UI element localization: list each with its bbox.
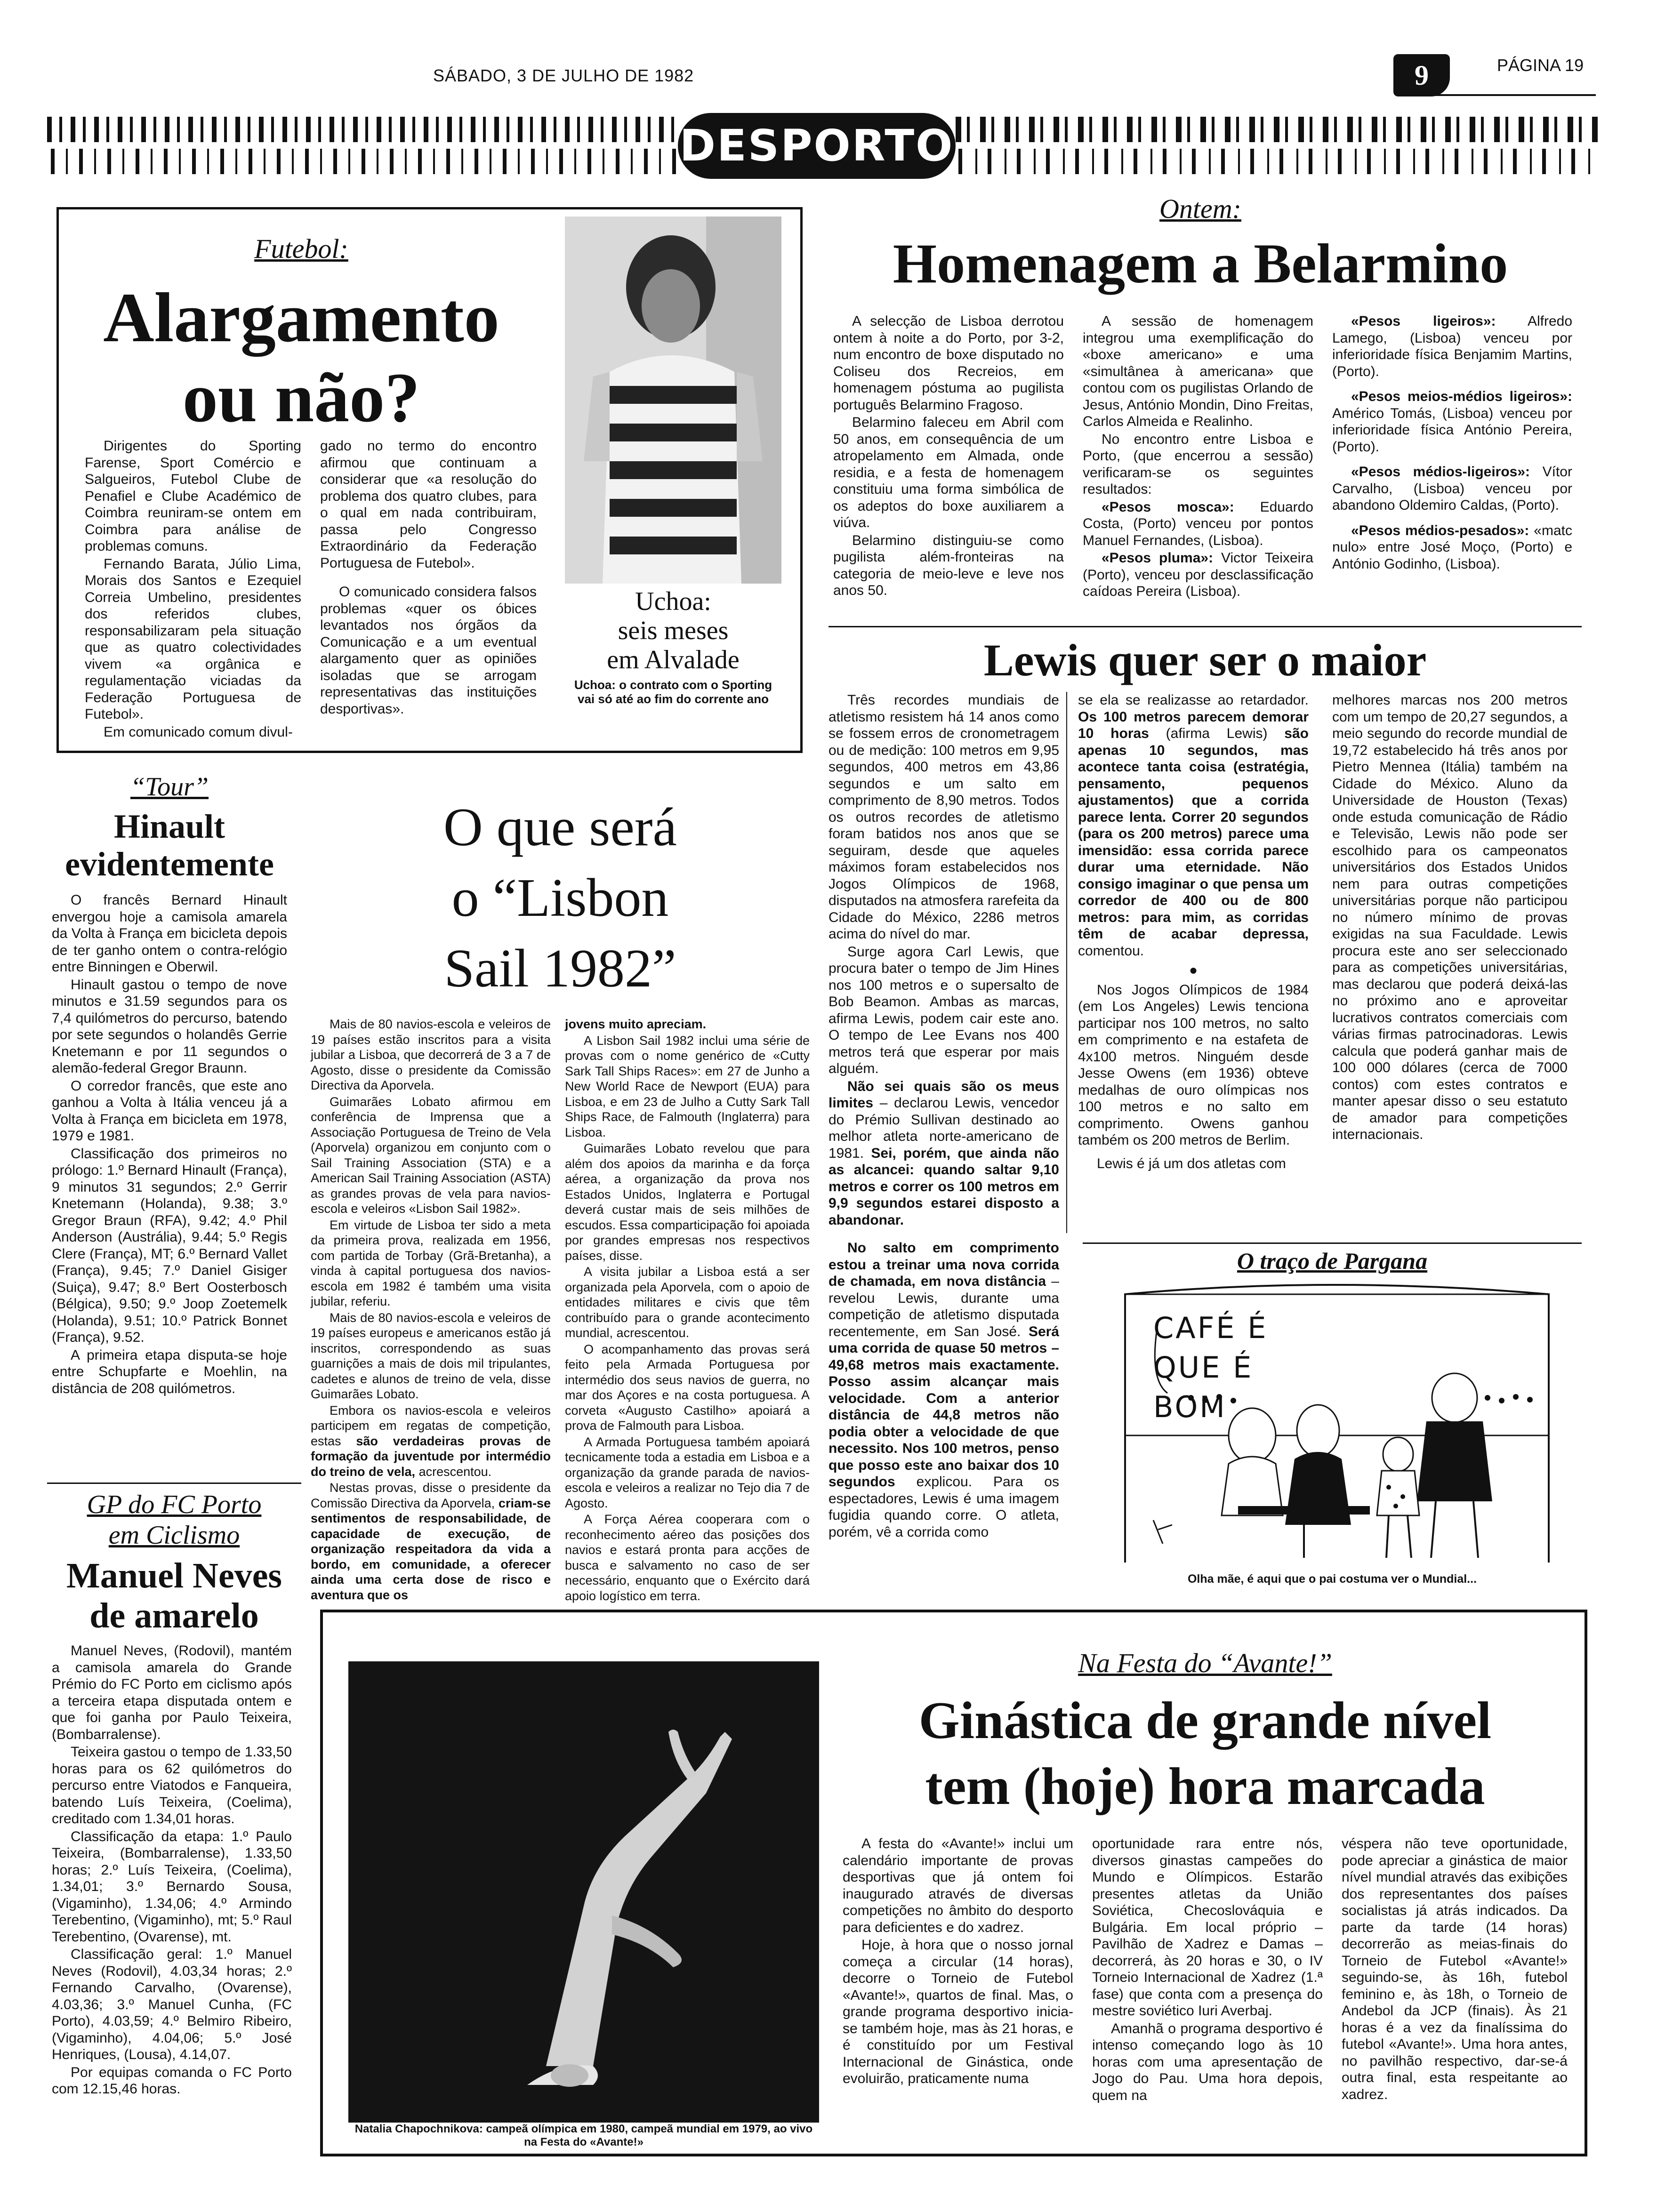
belarmino-result-3 [1332, 313, 1572, 380]
avante-p2: Hoje, à hora que o nosso jornal começa a circular (14 horas), decorre o Torneio de Futebol «Avante!», quartos de final. Mas, o grande programa desportivo inicia-se também hoje, mas às 21 horas, e é constituído por um Festival Internacional de Ginástica, onde evoluirão, praticamente numa [843, 1937, 1073, 2086]
avante-headline-1: Ginástica de grande nível [918, 1691, 1492, 1750]
page-number-badge [1393, 54, 1450, 96]
section-title: DESPORTO [679, 120, 954, 171]
futebol-p4: gado no termo do encontro afirmou que continuam a considerar que «a resolução do problema dos quatro clubes, para o qual em nada contribuiram, passa pelo Congresso Extraordinário da Federação Portuguesa de Futebol». [320, 438, 537, 571]
lewis-p5 [1078, 692, 1309, 959]
cartoon-sign: CAFÉ É QUE É BOM [1153, 1311, 1268, 1424]
lewis-p4-bold: No salto em comprimento estou a treinar uma nova corrida de chamada, em nova distância [828, 1240, 1059, 1289]
gp-headline-2: de amarelo [89, 1596, 259, 1635]
gp-p2: Teixeira gastou o tempo de 1.33,50 horas para os 62 quilómetros do percurso entre Viatodos e Fanqueira, batendo Luís Teixeira, (Coelima), creditado com 1.34,01 horas. [52, 1744, 292, 1827]
belarmino-result-6-label: «Pesos médios-pesados»: [1351, 522, 1529, 538]
masthead-rule [1408, 94, 1596, 96]
sail-col1 [311, 1017, 551, 1603]
avante-p4: Amanhã o programa desportivo é intenso começando logo às 10 horas com uma apresentação de Jogo do Pau. Uma hora depois, quem na [1092, 2020, 1323, 2103]
lewis-p5-bold-2: são apenas 10 segundos, mas acontece tanta coisa (estratégia, pensamento, pequenos ajustamentos) que a corrida parece lenta. Correr 20 segundos (para os 200 metros) parece uma imensidão: essa corrida parece durar uma eternidade. Não consigo imaginar o que pensa um corredor de 400 ou de 800 metros: para mim, as corridas têm de acabar depressa, [1078, 726, 1309, 942]
sail-p11: O acompanhamento das provas será feito pela Armada Portuguesa por intermédio dos seus navios de guerra, no mar dos Açores e na costa portuguesa. A corveta «Augusto Castilho» apoiará a prova de Falmouth para Lisboa. [565, 1342, 810, 1433]
belarmino-result-5 [1332, 464, 1572, 514]
avante-col3 [1342, 1835, 1568, 2104]
tour-p2: Hinault gastou o tempo de nove minutos e 31.59 segundos para os 7,4 quilómetros do percurso, batendo por sete segundos o holandês Gerrie Knetemann e por 11 segundos o alemão-federal Gregor Braunn. [52, 977, 287, 1076]
tour-gp-rule [47, 1483, 301, 1484]
lewis-p4 [828, 1240, 1059, 1540]
lewis-col2 [1078, 692, 1309, 1173]
lewis-p7: Lewis é já um dos atletas com [1097, 1155, 1286, 1171]
belarmino-headline: Homenagem a Belarmino [893, 232, 1508, 295]
uchoa-caption: Uchoa: o contrato com o Sporting vai só até ao fim do corrente ano [574, 678, 772, 706]
sail-p2: Guimarães Lobato afirmou em conferência de Imprensa que a Associação Portuguesa de Treino de Vela (Aporvela) organizou em conjunto com o Sail Training Association (STA) e a American Sail Training Association (ASTA) as grandes provas de vela para navios-escola e veleiros «Lisbon Sail 1982». [311, 1094, 551, 1216]
sail-p9: Guimarães Lobato revelou que para além dos apoios da marinha e da força aérea, a organização da prova nos Estados Unidos, Inglaterra e Portugal deverá custar mais de seis milhões de escudos. Essa comparticipação foi apoiada por grandes empresas nos respectivos países, disse. [565, 1141, 810, 1263]
sail-p7-bold: jovens muito apreciam. [565, 1017, 707, 1031]
sail-headline-3: Sail 1982” [444, 938, 676, 999]
lewis-p3 [828, 1078, 1059, 1229]
lewis-p4-bold-2: Será uma corrida de quase 50 metros – 49,68 metros mais exactamente. Posso assim alcançar mais velocidade. Com a anterior distância de 44,8 metros não podia obter a velocidade de que necessito. Nos 100 metros, penso que posso este ano baixar dos 10 segundos [828, 1323, 1059, 1490]
futebol-headline-1: Alargamento [103, 279, 499, 357]
lewis-p2: Surge agora Carl Lewis, que procura bater o tempo de Jim Hines nos 100 metros e o supersalto de Bob Beamon. Ambas as marcas, afirma Lewis, podem cair este ano. O tempo de Lee Evans nos 400 metros terá que esperar por mais alguém. [828, 944, 1059, 1076]
belarmino-col3 [1332, 313, 1572, 573]
uchoa-title-2: seis meses [618, 616, 729, 645]
lewis-p5-text-3: comentou. [1078, 943, 1144, 959]
lewis-p5-text-2: (afirma Lewis) [1149, 726, 1285, 741]
belarmino-result-1-label: «Pesos mosca»: [1102, 499, 1234, 515]
belarmino-p2: Belarmino faleceu em Abril com 50 anos, em consequência de um atropelamento em Almada, onde residia, e a festa de homenagem constituiu uma forma simbólica de os adeptos do boxe auxiliarem a viúva. [833, 415, 1064, 530]
futebol-headline-2: ou não? [182, 359, 420, 437]
lewis-p4-text: – revelou Lewis, durante uma competição de atletismo disputada recentemente, em San José. [828, 1274, 1059, 1339]
belarmino-p3: Belarmino distinguiu-se como pugilista além-fronteiras na categoria de meio-leve e leve nos anos 50. [833, 532, 1064, 598]
futebol-p5: O comunicado considera falsos problemas «quer os óbices levantados nos órgãos da Comunicação e a um eventual alargamento quer as opiniões isoladas que se arrogam representativas das instituições desportivas». [320, 584, 537, 717]
belarmino-kicker: Ontem: [1159, 193, 1241, 224]
belarmino-p4: A sessão de homenagem integrou uma exemplificação do «boxe americano» e uma «simultânea à americana» que contou com os pugilistas Orlando de Jesus, António Mondin, Dino Freitas, Carlos Almeida e Realinho. [1083, 313, 1313, 429]
lewis-p3-text: – declarou Lewis, vencedor do Prémio Sullivan destinado ao melhor atleta norte-americano de 1981. [828, 1095, 1059, 1161]
belarmino-result-1-text: Eduardo Costa, (Porto) venceu por pontos Manuel Fernandes, (Lisboa). [1083, 499, 1313, 548]
uchoa-title-3: em Alvalade [607, 645, 740, 674]
belarmino-result-3-label: «Pesos ligeiros»: [1351, 313, 1496, 329]
tour-headline-2: evidentemente [65, 845, 274, 883]
tour-body [52, 892, 287, 1398]
lewis-col3 [1332, 692, 1568, 1144]
lewis-p8: melhores marcas nos 200 metros com um tempo de 20,27 segundos, a meio segundo do recorde mundial de 19,72 estabelecido há três anos por Pietro Mennea (Itália) também na Cidade do México. Aluno da Universidade de Houston (Texas) onde estuda comunicação de Rádio e Televisão, Lewis não pode ser escolhido para os campeonatos universitários dos Estados Unidos nem para outras competições universitárias porque não participou no número mínimo de provas exigidas na sua Faculdade. Lewis procura este ano ser seleccionado para as competições universitárias, mas declarou que poderá deixá-las no próximo ano e aproveitar lucrativos contratos comerciais com várias firmas patrocinadoras. Lewis calcula que poderá ganhar mais de 100 000 dólares (cerca de 7000 contos) com estes contratos e manter apesar disso o seu estatuto de amador para competições internacionais. [1332, 692, 1568, 1142]
belarmino-result-4 [1332, 388, 1572, 455]
sail-p13: A Força Aérea cooperara com o reconhecimento aéreo das posições dos navios e estará pronta para acções de busca e salvamento no caso de ser necessário, enquanto que o Exército dará apoio logístico em terra. [565, 1512, 810, 1603]
avante-p3: oportunidade rara entre nós, diversos ginastas campeões do Mundo e Olímpicos. Estarão presentes atletas da União Soviética, Checoslováquia e Bulgária. Em local próprio – Pavilhão de Xadrez e Damas – decorrerá, às 20 horas e 30, o IV Torneio Internacional de Xadrez (1.ª fase) que conta com a presença do mestre soviético Iuri Averbaj. [1092, 1836, 1323, 2019]
tour-p5: A primeira etapa disputa-se hoje entre Schupfarte e Moehlin, na distância de 208 quilómetros. [52, 1347, 287, 1396]
lewis-col-divider [1066, 692, 1067, 1233]
sail-p6-bold: criam-se sentimentos de responsabilidade, de capacidade de execução, de organização respeitadora da vida a bordo, em comunidade, a oferecer ainda uma certa dose de risco e aventura que os [311, 1496, 551, 1602]
tour-headline-1: Hinault [113, 808, 225, 845]
pargana-cartoon [1097, 1280, 1572, 1563]
lewis-p5-bold: Os 100 metros parecem demorar 10 horas [1078, 709, 1309, 741]
pargana-title: O traço de Pargana [1237, 1248, 1428, 1274]
belarmino-result-1 [1083, 499, 1313, 549]
belarmino-result-6-text: «matc nulo» entre José Moço, (Porto) e António Godinho, (Lisboa). [1332, 522, 1572, 572]
lewis-p3-bold: Não sei quais são os meus limites [828, 1078, 1059, 1111]
futebol-kicker: Futebol: [254, 233, 348, 264]
section-stripe-right [956, 113, 1601, 179]
page-badge-number: 9 [1415, 60, 1429, 91]
sail-p6-text: Nestas provas, disse o presidente da Comissão Directiva da Aporvela, [311, 1481, 551, 1510]
tour-p3: O corredor francês, que este ano ganhou a Volta à Itália venceu já a Volta à França em bicicleta em 1978, 1979 e 1981. [52, 1078, 287, 1144]
belarmino-col2 [1083, 313, 1313, 601]
avante-photo [348, 1661, 819, 2123]
tour-kicker: “Tour” [130, 772, 209, 801]
lewis-headline: Lewis quer ser o maior [983, 635, 1427, 685]
belarmino-result-4-text: Américo Tomás, (Lisboa) venceu por inferioridade física António Pereira, (Porto). [1332, 405, 1572, 455]
belarmino-result-2 [1083, 550, 1313, 600]
sail-p4: Mais de 80 navios-escola e veleiros de 19 países europeus e americanos estão já inscritos, correspondendo as suas guarnições a mais de dois mil tripulantes, cadetes e alunos de treino de vela, disse Guimarães Lobato. [311, 1310, 551, 1401]
section-banner [678, 113, 956, 179]
sail-p10: A visita jubilar a Lisboa está a ser organizada pela Aporvela, com o apoio de entidades militares e civis que têm contribuído para o grande acontecimento mundial, acrescentou. [565, 1265, 810, 1340]
lewis-p1: Três recordes mundiais de atletismo resistem há 14 anos como se fossem erros de cronometragem ou de medição: 100 metros em 9,95 segundos, 400 metros em 43,86 segundos e um salto em comprimento de 8,90 metros. Todos os outros recordes de atletismo foram batidos nos anos que se seguiram, desde que aqueles máximos foram estabelecidos nos Jogos Olímpicos de 1968, disputados na atmosfera rarefeita da Cidade do México, 2286 metros acima do nível do mar. [828, 692, 1059, 942]
gp-p3: Classificação da etapa: 1.º Paulo Teixeira, (Bombarralense), 1.33,50 horas; 2.º Luís Teixeira, (Coelima), 1.34,01; 3.º Bernardo Sousa, (Vigaminho), 1.34,06; 4.º Armindo Terebentino, (Vigaminho), mt; 5.º Raul Terebentino, (Ovarense), mt. [52, 1828, 292, 1945]
gp-p4: Classificação geral: 1.º Manuel Neves (Rodovil), 4.03,34 horas; 2.º Fernando Carvalho, (Ovarense), 4.03,36; 3.º Manuel Cunha, (FC Porto), 4.03,59; 4.º Belmiro Ribeiro, (Vigaminho), 4.04,06; 5.º José Henriques, (Lousa), 4.14,07. [52, 1947, 292, 2062]
sail-headline-1: O que será [443, 797, 677, 858]
avante-col1 [843, 1835, 1073, 2088]
uchoa-title-1: Uchoa: [635, 587, 711, 616]
belarmino-p5: No encontro entre Lisboa e Porto, (que encerrou a sessão) verificaram-se os seguintes resultados: [1083, 431, 1313, 497]
belarmino-result-5-label: «Pesos médios-ligeiros»: [1351, 464, 1530, 480]
belarmino-result-2-text: Victor Teixeira (Porto), venceu por desclassificação caídoas Pereira (Lisboa). [1083, 550, 1313, 599]
tour-p1: O francês Bernard Hinault envergou hoje a camisola amarela da Volta à França em bicicleta depois de ter ganho ontem o contra-relógio entre Binningen e Oberwil. [52, 892, 287, 975]
gp-p5: Por equipas comanda o FC Porto com 12.15,46 horas. [52, 2064, 292, 2097]
futebol-col2 [320, 438, 537, 718]
futebol-p2: Fernando Barata, Júlio Lima, Morais dos Santos e Ezequiel Correia Umbelino, presidentes dos referidos clubes, responsabilizaram pela situação que as quatro colectividades vivem «a orgânica e regulamentação viciadas da Federação Portuguesa de Futebol». [85, 556, 301, 722]
avante-col2 [1092, 1835, 1323, 2105]
uchoa-photo [565, 216, 781, 584]
belarmino-result-4-label: «Pesos meios-médios ligeiros»: [1351, 389, 1572, 404]
sail-col2 [565, 1017, 810, 1604]
gp-p1: Manuel Neves, (Rodovil), mantém a camisola amarela do Grande Prémio do FC Porto em ciclismo após a terceira etapa disputada ontem e que foi ganha por Paulo Teixeira, (Bombarralense). [52, 1643, 292, 1742]
section-stripe-left [47, 113, 678, 179]
futebol-p1: Dirigentes do Sporting Farense, Sport Comércio e Salgueiros, Futebol Clube de Penafiel e Clube Académico de Coimbra reuniram-se ontem em Coimbra para análise de problemas comuns. [85, 438, 301, 554]
sail-p6 [311, 1480, 551, 1603]
tour-p4: Classificação dos primeiros no prólogo: 1.º Bernard Hinault (França), 9 minutos 31 segundos; 2.º Gerrir Knetemann (Holanda), 9.38; 3.º Gregor Braun (RFA), 9.42; 4.º Phil Anderson (Austrália), 9.44; 5.º Regis Clere (França), MT; 6.º Bernard Vallet (França), 9.45; 7.º Daniel Gisiger (Suiça), 9.47; 8.º Bert Oosterbosch (Bélgica), 9.50; 9.º Joop Zoetemelk (Holanda), 9.51; 10.º Patrick Bonnet (França), 9.52. [52, 1146, 287, 1345]
sail-p5-text: Embora os navios-escola e veleiros participem em regatas de competição, estas [311, 1403, 551, 1448]
belarmino-result-2-label: «Pesos pluma»: [1102, 550, 1214, 566]
futebol-p3: Em comunicado comum divul- [104, 724, 293, 740]
pargana-caption: Olha mãe, é aqui que o pai costuma ver o Mundial... [1187, 1572, 1477, 1586]
avante-photo-caption: Natalia Chapochnikova: campeã olímpica em 1980, campeã mundial em 1979, ao vivo na Festa do «Avante!» [354, 2123, 813, 2148]
gp-kicker-2: em Ciclismo [108, 1521, 240, 1550]
sail-p8: A Lisbon Sail 1982 inclui uma série de provas com o nome genérico de «Cutty Sark Tall Ships Races»: em 27 de Junho a New World Race de Newport (EUA) para Lisboa, e em 23 de Julho a Cutty Sark Tall Ships Race, de Falmouth (Inglaterra) para Lisboa. [565, 1033, 810, 1139]
avante-kicker: Na Festa do “Avante!” [1078, 1648, 1332, 1678]
belarmino-col1 [833, 313, 1064, 600]
sail-p5 [311, 1403, 551, 1480]
page-date: SÁBADO, 3 DE JULHO DE 1982 [433, 66, 694, 85]
avante-headline-2: tem (hoje) hora marcada [925, 1757, 1485, 1816]
page-label: PÁGINA 19 [1497, 56, 1584, 75]
lewis-p3-bold-2: Sei, porém, que ainda não as alcancei: quando saltar 9,10 metros e correr os 100 metros em 9,9 segundos estarei disposto a abandonar. [828, 1145, 1059, 1228]
lewis-p6: Nos Jogos Olímpicos de 1984 (em Los Angeles) Lewis tenciona participar nos 100 metros, no salto em comprimento e na estafeta de 4x100 metros. Ninguém desde Jesse Owens (em 1936) obteve medalhas de ouro olímpicas nos 100 metros e no salto em comprimento. Owens ganhou também os 200 metros de Berlim. [1078, 982, 1309, 1148]
sail-p5-bold: são verdadeiras provas de formação da juventude por intermédio do treino de vela, [311, 1434, 551, 1479]
lewis-p5-text: se ela se realizasse ao retardador. [1078, 692, 1309, 708]
sail-p1: Mais de 80 navios-escola e veleiros de 19 países estão inscritos para a visita jubilar a Lisboa, que decorrerá de 3 a 7 de Agosto, disse o presidente da Comissão Directiva da Aporvela. [311, 1017, 551, 1092]
gp-kicker-1: GP do FC Porto [87, 1490, 262, 1519]
belarmino-result-6 [1332, 522, 1572, 573]
sail-p7 [565, 1017, 810, 1032]
sail-p5-text-2: acrescentou. [415, 1464, 492, 1479]
sail-p3: Em virtude de Lisboa ter sido a meta da primeira prova, realizada em 1956, com partida de Torbay (Grã-Bretanha), a vinda à capital portuguesa dos navios-escola em 1982 é também uma visita jubilar, referiu. [311, 1218, 551, 1308]
pargana-top-rule [1083, 1242, 1582, 1244]
gp-headline-1: Manuel Neves [66, 1556, 282, 1595]
belarmino-p1: A selecção de Lisboa derrotou ontem à noite a do Porto, por 3-2, num encontro de boxe disputado no Coliseu dos Recreios, em homenagem póstuma ao pugilista português Belarmino Fragoso. [833, 313, 1064, 413]
gymnast-image [348, 1661, 819, 2123]
sail-headline-2: o “Lisbon [451, 868, 669, 928]
belarmino-result-5-text: Vítor Carvalho, (Lisboa) venceu por abandono Oldemiro Caldas, (Porto). [1332, 464, 1572, 513]
belarmino-bottom-rule [828, 626, 1582, 627]
futebol-col1 [85, 438, 301, 741]
lewis-col1 [828, 692, 1059, 1541]
sail-p12: A Armada Portuguesa também apoiará tecnicamente toda a estadia em Lisboa e a organização da grande parada de navios-escola e veleiros a realizar no Tejo dia 7 de Agosto. [565, 1435, 810, 1510]
lewis-bullet: ● [1189, 962, 1198, 978]
avante-p1: A festa do «Avante!» inclui um calendário importante de provas desportivas que já ontem foi inaugurado através de diversas competições no âmbito do desporto para deficientes e do xadrez. [843, 1836, 1073, 1935]
gp-body [52, 1643, 292, 2099]
belarmino-result-3-text: Alfredo Lamego, (Lisboa) venceu por inferioridade física Benjamim Martins, (Porto). [1332, 313, 1572, 379]
avante-p5: véspera não teve oportunidade, pode apreciar a ginástica de maior nível mundial através das exibições dos representantes dos países socialistas já atrás indicados. Da parte da tarde (14 horas) decorrerão as meias-finais do Torneio de Futebol «Avante!» seguindo-se, às 16h, futebol feminino e, às 18h, o Torneio de Andebol da JCP (finais). Às 21 horas é a vez da finalíssima do futebol «Avante!». Uma hora antes, no pavilhão respectivo, dar-se-á outra final, esta respeitante ao xadrez. [1342, 1836, 1568, 2102]
lewis-p4-text-2: explicou. Para os espectadores, Lewis é uma imagem fugidia quando corre. O atleta, porém, vê a corrida como [828, 1474, 1059, 1540]
